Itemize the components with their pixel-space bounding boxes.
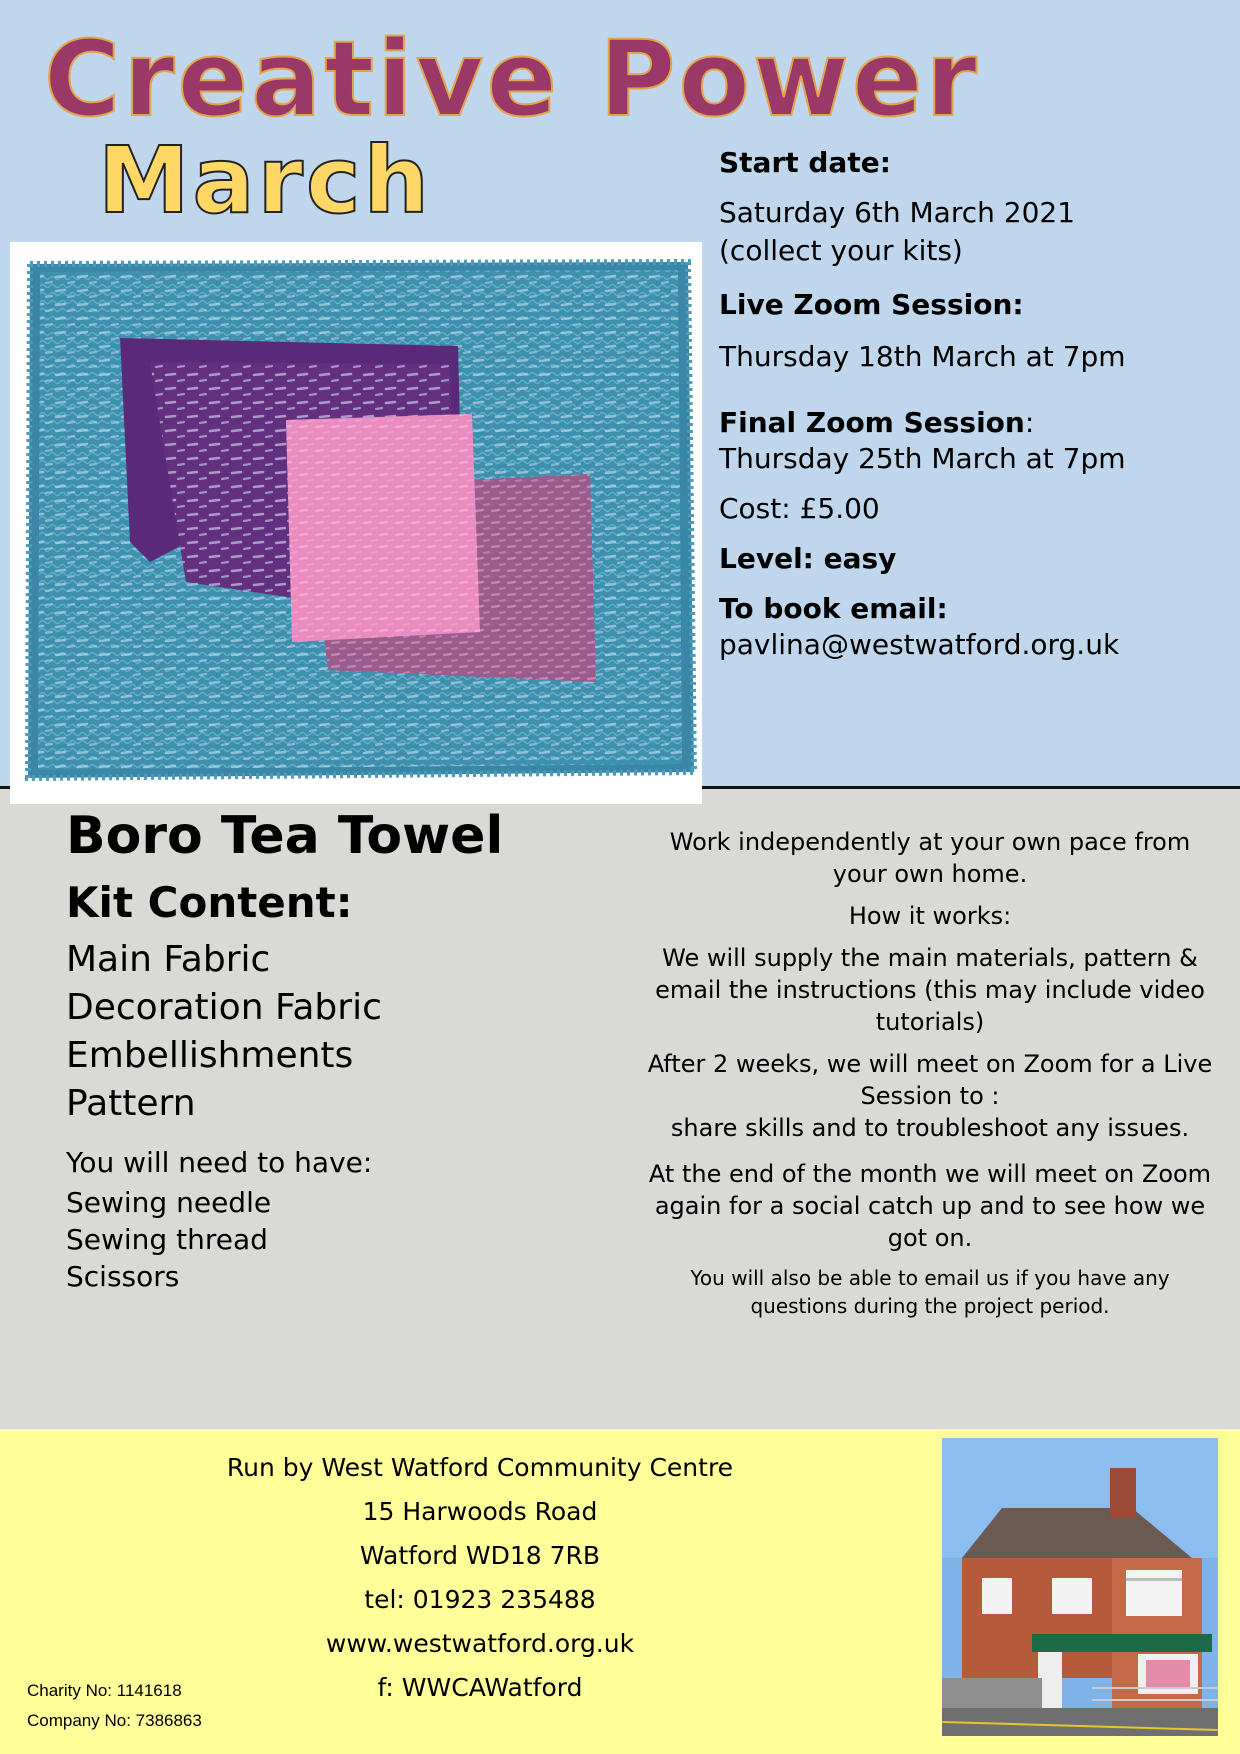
kit-content-heading: Kit Content:	[66, 878, 353, 927]
level-text: Level: easy	[719, 542, 897, 575]
how-it-works-heading: How it works:	[848, 902, 1012, 930]
final-session-label: Final Zoom Session	[719, 406, 1025, 439]
organiser-text: Run by West Watford Community Centre	[226, 1453, 734, 1482]
intro-text: Work independently at your own pace from your own home.	[669, 828, 1191, 888]
requirements-list	[66, 1184, 271, 1295]
supply-text: We will supply the main materials, pattern & email the instructions (this may include video tutorials)	[655, 944, 1205, 1036]
list-item: Pattern	[66, 1083, 196, 1124]
phone-number: tel: 01923 235488	[364, 1585, 596, 1614]
website-link[interactable]: www.westwatford.org.uk	[325, 1629, 635, 1658]
live-session-purpose-text: share skills and to troubleshoot any issues.	[670, 1114, 1190, 1142]
charity-number: Charity No: 1141618	[27, 1681, 182, 1700]
requirements-heading: You will need to have:	[66, 1146, 373, 1179]
community-centre-photo	[942, 1438, 1218, 1736]
how-it-works	[640, 826, 1220, 1330]
final-session-value: Thursday 25th March at 7pm	[719, 442, 1126, 475]
live-session-text: After 2 weeks, we will meet on Zoom for a Live Session to :	[647, 1050, 1213, 1110]
facebook-handle: f: WWCAWatford	[377, 1673, 583, 1702]
page-title: Creative Power	[44, 18, 980, 140]
live-session-label: Live Zoom Session:	[719, 288, 1024, 321]
registration-info	[27, 1676, 202, 1736]
booking-label: To book email:	[719, 592, 948, 625]
booking-email-link[interactable]: pavlina@westwatford.org.uk	[719, 628, 1120, 661]
final-session-colon: :	[1024, 406, 1035, 439]
list-item: Scissors	[66, 1260, 180, 1293]
list-item: Main Fabric	[66, 939, 271, 980]
list-item: Decoration Fabric	[66, 987, 382, 1028]
kit-content-list	[66, 936, 382, 1128]
cost-text: Cost: £5.00	[719, 492, 880, 525]
address-line-1: 15 Harwoods Road	[362, 1497, 598, 1526]
start-date-label: Start date:	[719, 146, 891, 179]
company-number: Company No: 7386863	[27, 1711, 202, 1730]
list-item: Sewing needle	[66, 1186, 272, 1219]
list-item: Embellishments	[66, 1035, 354, 1076]
start-date-value: Saturday 6th March 2021	[719, 196, 1076, 229]
address-line-2: Watford WD18 7RB	[359, 1541, 601, 1570]
email-note-text: You will also be able to email us if you have any questions during the project period.	[690, 1266, 1170, 1318]
live-session-value: Thursday 18th March at 7pm	[719, 340, 1126, 373]
final-session-label-row	[719, 404, 1034, 442]
start-date-note: (collect your kits)	[719, 234, 963, 267]
boro-fabric-image	[10, 242, 702, 804]
contact-info	[180, 1446, 780, 1710]
final-session-text: At the end of the month we will meet on Zoom again for a social catch up and to see how we got on.	[648, 1160, 1212, 1252]
page-subtitle-month: March	[98, 127, 433, 234]
project-title: Boro Tea Towel	[66, 806, 504, 866]
list-item: Sewing thread	[66, 1223, 268, 1256]
